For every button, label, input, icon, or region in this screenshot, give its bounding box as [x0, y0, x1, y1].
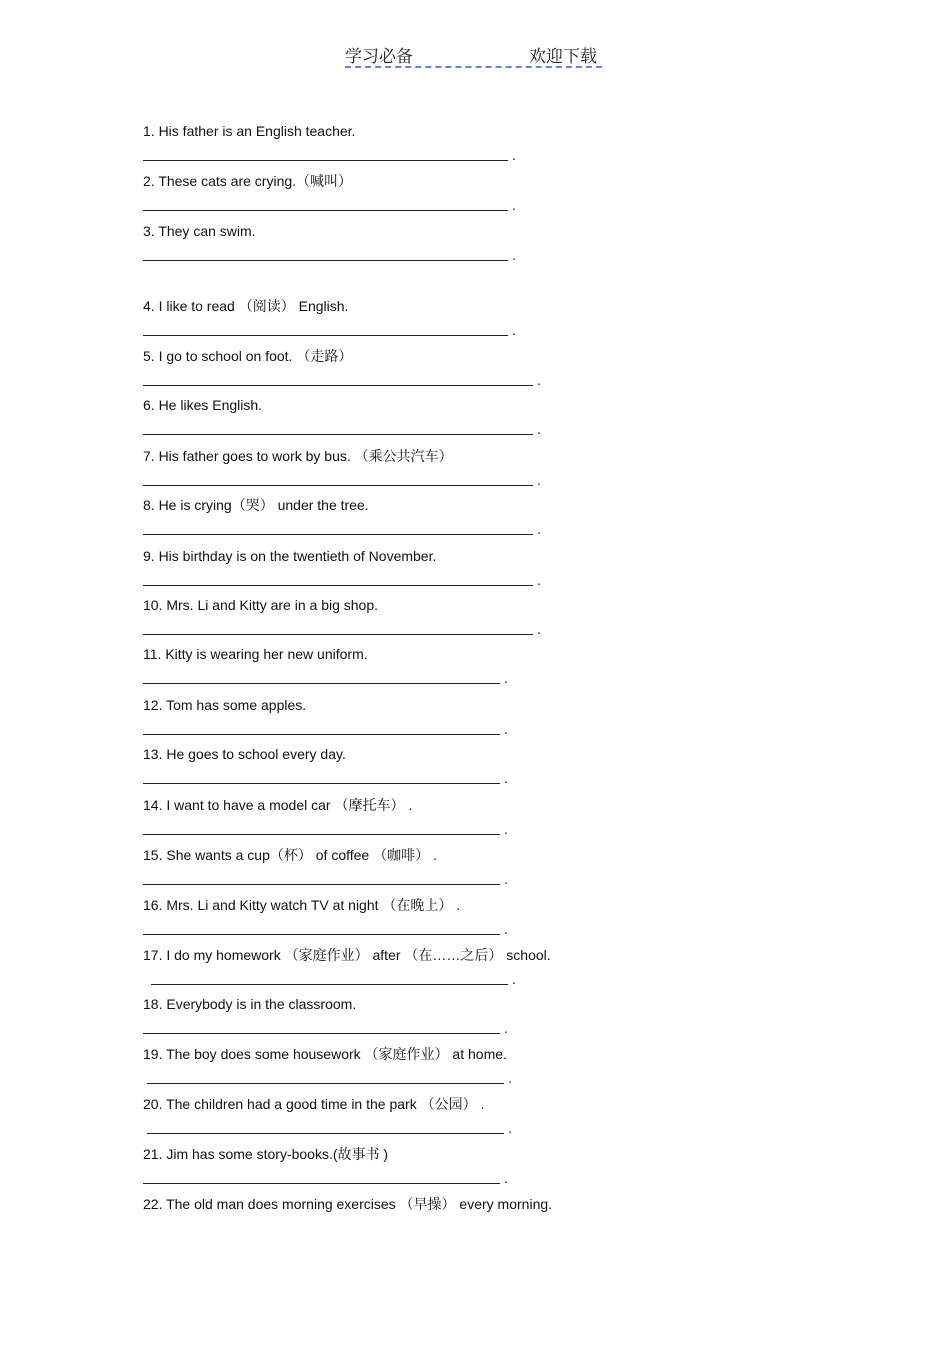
exercise-item — [143, 547, 541, 589]
exercise-question: 6. He likes English. — [143, 397, 263, 413]
answer-underline — [143, 585, 533, 586]
answer-underline — [143, 385, 533, 386]
answer-period: . — [504, 821, 508, 837]
exercise-question: 12. Tom has some apples. — [143, 697, 307, 713]
answer-underline — [143, 534, 533, 535]
exercise-item — [143, 122, 516, 164]
answer-line[interactable] — [143, 520, 541, 538]
answer-underline — [143, 210, 508, 211]
answer-period: . — [512, 197, 516, 213]
answer-period: . — [512, 322, 516, 338]
answer-underline — [151, 984, 508, 985]
answer-line[interactable] — [143, 471, 541, 489]
exercise-question: 7. His father goes to work by bus. （乘公共汽车） — [143, 448, 453, 464]
answer-line[interactable] — [143, 571, 541, 589]
answer-underline — [143, 734, 500, 735]
exercise-item — [143, 396, 541, 438]
answer-line[interactable] — [143, 1069, 512, 1087]
answer-underline — [143, 884, 500, 885]
answer-line[interactable] — [143, 720, 508, 738]
answer-line[interactable] — [143, 820, 508, 838]
answer-underline — [143, 1183, 500, 1184]
answer-period: . — [537, 421, 541, 437]
answer-period: . — [504, 721, 508, 737]
answer-underline — [143, 934, 500, 935]
exercise-question: 5. I go to school on foot. （走路） — [143, 348, 353, 364]
exercise-item — [143, 222, 516, 264]
answer-underline — [143, 160, 508, 161]
answer-line[interactable] — [143, 1019, 508, 1037]
exercise-question: 8. He is crying（哭） under the tree. — [143, 497, 369, 513]
exercise-question: 17. I do my homework （家庭作业） after （在……之后） school. — [143, 947, 551, 963]
answer-underline — [147, 1133, 504, 1134]
answer-underline — [143, 1033, 500, 1034]
answer-period: . — [504, 1170, 508, 1186]
answer-line[interactable] — [143, 970, 551, 988]
exercise-item — [143, 1195, 552, 1213]
exercise-question: 21. Jim has some story-books.(故事书 ) — [143, 1146, 389, 1162]
exercise-question: 14. I want to have a model car （摩托车） . — [143, 797, 413, 813]
exercise-question: 19. The boy does some housework （家庭作业） at home. — [143, 1046, 507, 1062]
answer-underline — [143, 485, 533, 486]
exercise-question: 3. They can swim. — [143, 223, 256, 239]
answer-period: . — [537, 621, 541, 637]
answer-period: . — [504, 770, 508, 786]
answer-underline — [143, 634, 533, 635]
answer-period: . — [504, 670, 508, 686]
header-right-text: 欢迎下载 — [529, 47, 597, 67]
answer-period: . — [537, 372, 541, 388]
answer-period: . — [537, 521, 541, 537]
answer-line[interactable] — [143, 920, 508, 938]
exercise-item — [143, 796, 508, 838]
answer-period: . — [504, 871, 508, 887]
exercise-item — [143, 347, 541, 389]
answer-line[interactable] — [143, 420, 541, 438]
exercise-item — [143, 172, 516, 214]
answer-underline — [143, 683, 500, 684]
answer-underline — [143, 783, 500, 784]
answer-line[interactable] — [143, 321, 516, 339]
answer-underline — [143, 434, 533, 435]
exercise-item — [143, 596, 541, 638]
exercise-question: 20. The children had a good time in the park （公园） . — [143, 1096, 485, 1112]
exercise-item — [143, 1145, 508, 1187]
page-header — [345, 40, 602, 68]
exercise-item — [143, 297, 516, 339]
answer-period: . — [512, 147, 516, 163]
exercise-question: 15. She wants a cup（杯） of coffee （咖啡） . — [143, 847, 437, 863]
answer-line[interactable] — [143, 669, 508, 687]
answer-line[interactable] — [143, 1119, 512, 1137]
answer-line[interactable] — [143, 870, 508, 888]
exercise-question: 13. He goes to school every day. — [143, 746, 346, 762]
answer-period: . — [512, 247, 516, 263]
exercise-question: 9. His birthday is on the twentieth of November. — [143, 548, 437, 564]
answer-line[interactable] — [143, 620, 541, 638]
answer-underline — [143, 260, 508, 261]
exercise-item — [143, 447, 541, 489]
exercise-question: 2. These cats are crying.（喊叫） — [143, 173, 353, 189]
exercise-item — [143, 1045, 512, 1087]
answer-period: . — [537, 572, 541, 588]
exercise-item — [143, 946, 551, 988]
exercise-question: 16. Mrs. Li and Kitty watch TV at night （在晚上） . — [143, 897, 461, 913]
exercise-item — [143, 896, 508, 938]
exercise-question: 22. The old man does morning exercises （早操） every morning. — [143, 1196, 553, 1212]
answer-underline — [143, 834, 500, 835]
exercise-item — [143, 995, 508, 1037]
answer-period: . — [508, 1120, 512, 1136]
exercise-item — [143, 846, 508, 888]
answer-line[interactable] — [143, 246, 516, 264]
exercise-item — [143, 496, 541, 538]
answer-period: . — [508, 1070, 512, 1086]
exercise-item — [143, 745, 508, 787]
answer-period: . — [512, 971, 516, 987]
answer-line[interactable] — [143, 1169, 508, 1187]
answer-line[interactable] — [143, 146, 516, 164]
header-left-text: 学习必备 — [345, 47, 413, 67]
exercise-question: 10. Mrs. Li and Kitty are in a big shop. — [143, 597, 379, 613]
answer-line[interactable] — [143, 371, 541, 389]
answer-period: . — [504, 1020, 508, 1036]
answer-line[interactable] — [143, 769, 508, 787]
exercise-question: 18. Everybody is in the classroom. — [143, 996, 357, 1012]
answer-period: . — [504, 921, 508, 937]
answer-period: . — [537, 472, 541, 488]
exercise-question: 1. His father is an English teacher. — [143, 123, 356, 139]
exercise-question: 4. I like to read （阅读） English. — [143, 298, 349, 314]
answer-line[interactable] — [143, 196, 516, 214]
exercise-question: 11. Kitty is wearing her new uniform. — [143, 646, 368, 662]
answer-underline — [147, 1083, 504, 1084]
exercise-item — [143, 645, 508, 687]
exercise-item — [143, 696, 508, 738]
exercise-item — [143, 1095, 512, 1137]
answer-underline — [143, 335, 508, 336]
